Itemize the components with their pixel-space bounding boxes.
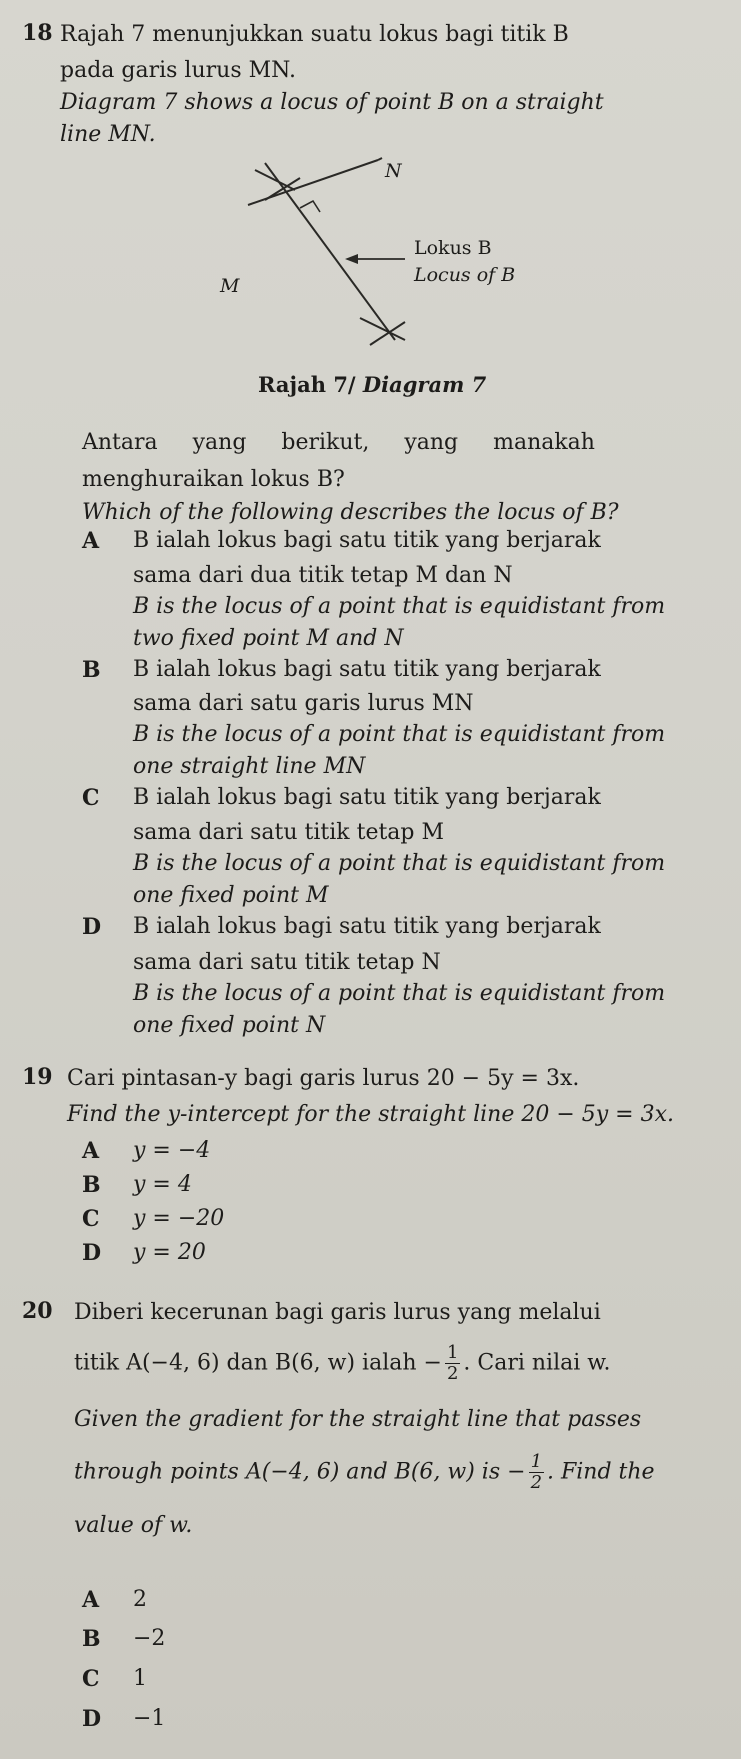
- fraction-numerator-en: 1: [530, 1451, 543, 1472]
- intro-en-line-2: line MN.: [60, 122, 156, 147]
- diagram-caption: [258, 372, 486, 397]
- question-ms-line-2: [74, 1343, 611, 1384]
- option-a-en-1: B is the locus of a point that is equidistant from: [133, 594, 666, 619]
- option-b-text: y = 4: [133, 1172, 192, 1197]
- question-en-line-2: [74, 1452, 655, 1493]
- fraction-numerator: 1: [446, 1342, 459, 1363]
- option-d-text: −1: [133, 1706, 166, 1731]
- option-d-text: y = 20: [133, 1240, 206, 1265]
- gradient-fraction-en: [529, 1452, 544, 1493]
- label-lokus-b: Lokus B: [414, 237, 492, 259]
- option-b-text: −2: [133, 1626, 166, 1651]
- right-angle-mark: [300, 201, 320, 212]
- option-d-ms-2: sama dari satu titik tetap N: [133, 950, 441, 975]
- question-number: 20: [22, 1298, 53, 1324]
- option-b-en-2: one straight line MN: [133, 754, 366, 779]
- question-en: Find the y-intercept for the straight line 20 − 5y = 3x.: [67, 1102, 674, 1127]
- option-b-ms-1: B ialah lokus bagi satu titik yang berjarak: [133, 657, 601, 682]
- option-c-letter[interactable]: C: [82, 1666, 100, 1692]
- question-en-line-2a: through points A(−4, 6) and B(6, w) is −: [74, 1459, 526, 1485]
- question-ms: Cari pintasan-y bagi garis lurus 20 − 5y = 3x.: [67, 1066, 580, 1091]
- label-locus-of-b: Locus of B: [414, 264, 516, 286]
- label-n: N: [385, 160, 402, 182]
- option-c-en-2: one fixed point M: [133, 883, 329, 908]
- option-c-letter[interactable]: C: [82, 1206, 100, 1232]
- option-c-letter[interactable]: C: [82, 785, 100, 811]
- construction-arc-top: [255, 170, 295, 190]
- gradient-fraction: [445, 1343, 460, 1384]
- option-b-letter[interactable]: B: [82, 1172, 101, 1198]
- option-a-en-2: two fixed point M and N: [133, 626, 404, 651]
- option-d-en-2: one fixed point N: [133, 1013, 326, 1038]
- option-a-letter[interactable]: A: [82, 528, 100, 554]
- intro-ms-line-1: Rajah 7 menunjukkan suatu lokus bagi titik B: [60, 22, 569, 47]
- option-c-en-1: B is the locus of a point that is equidistant from: [133, 851, 666, 876]
- option-c-text: y = −20: [133, 1206, 225, 1231]
- label-m: M: [220, 275, 240, 297]
- option-c-text: 1: [133, 1666, 147, 1691]
- fraction-denominator: 2: [446, 1363, 459, 1384]
- intro-ms-line-2: pada garis lurus MN.: [60, 58, 296, 83]
- option-a-letter[interactable]: A: [82, 1138, 100, 1164]
- option-d-letter[interactable]: D: [82, 1240, 102, 1266]
- option-b-letter[interactable]: B: [82, 1626, 101, 1652]
- caption-en: Diagram 7: [362, 372, 487, 397]
- question-ms-line-2a: titik A(−4, 6) dan B(6, w) ialah −: [74, 1350, 442, 1376]
- option-d-letter[interactable]: D: [82, 1706, 102, 1732]
- option-c-ms-2: sama dari satu titik tetap M: [133, 820, 445, 845]
- option-a-ms-1: B ialah lokus bagi satu titik yang berjarak: [133, 528, 601, 553]
- option-c-ms-1: B ialah lokus bagi satu titik yang berjarak: [133, 785, 601, 810]
- option-a-text: y = −4: [133, 1138, 211, 1163]
- question-ms-line-2: menghuraikan lokus B?: [82, 467, 345, 492]
- question-en: Which of the following describes the locus of B?: [82, 500, 619, 525]
- option-b-ms-2: sama dari satu garis lurus MN: [133, 691, 474, 716]
- question-ms-line-1: Antara yang berikut, yang manakah: [82, 430, 595, 455]
- option-d-en-1: B is the locus of a point that is equidistant from: [133, 981, 666, 1006]
- option-d-ms-1: B ialah lokus bagi satu titik yang berjarak: [133, 914, 601, 939]
- option-b-en-1: B is the locus of a point that is equidistant from: [133, 722, 666, 747]
- locus-diagram: [0, 0, 741, 370]
- question-number: 18: [22, 20, 53, 46]
- question-number: 19: [22, 1064, 53, 1090]
- locus-line: [265, 163, 395, 340]
- question-en-line-1: Given the gradient for the straight line that passes: [74, 1407, 642, 1432]
- option-a-ms-2: sama dari dua titik tetap M dan N: [133, 563, 513, 588]
- option-b-letter[interactable]: B: [82, 657, 101, 683]
- option-a-letter[interactable]: A: [82, 1587, 100, 1613]
- intro-en-line-1: Diagram 7 shows a locus of point B on a straight: [60, 90, 604, 115]
- caption-ms: Rajah 7/: [258, 372, 356, 397]
- question-ms-line-1: Diberi kecerunan bagi garis lurus yang melalui: [74, 1300, 601, 1325]
- option-d-letter[interactable]: D: [82, 914, 102, 940]
- fraction-denominator-en: 2: [530, 1472, 543, 1493]
- question-ms-line-2b: . Cari nilai w.: [463, 1350, 611, 1376]
- question-en-line-3: value of w.: [74, 1513, 193, 1538]
- question-en-line-2b: . Find the: [547, 1459, 655, 1485]
- option-a-text: 2: [133, 1587, 147, 1612]
